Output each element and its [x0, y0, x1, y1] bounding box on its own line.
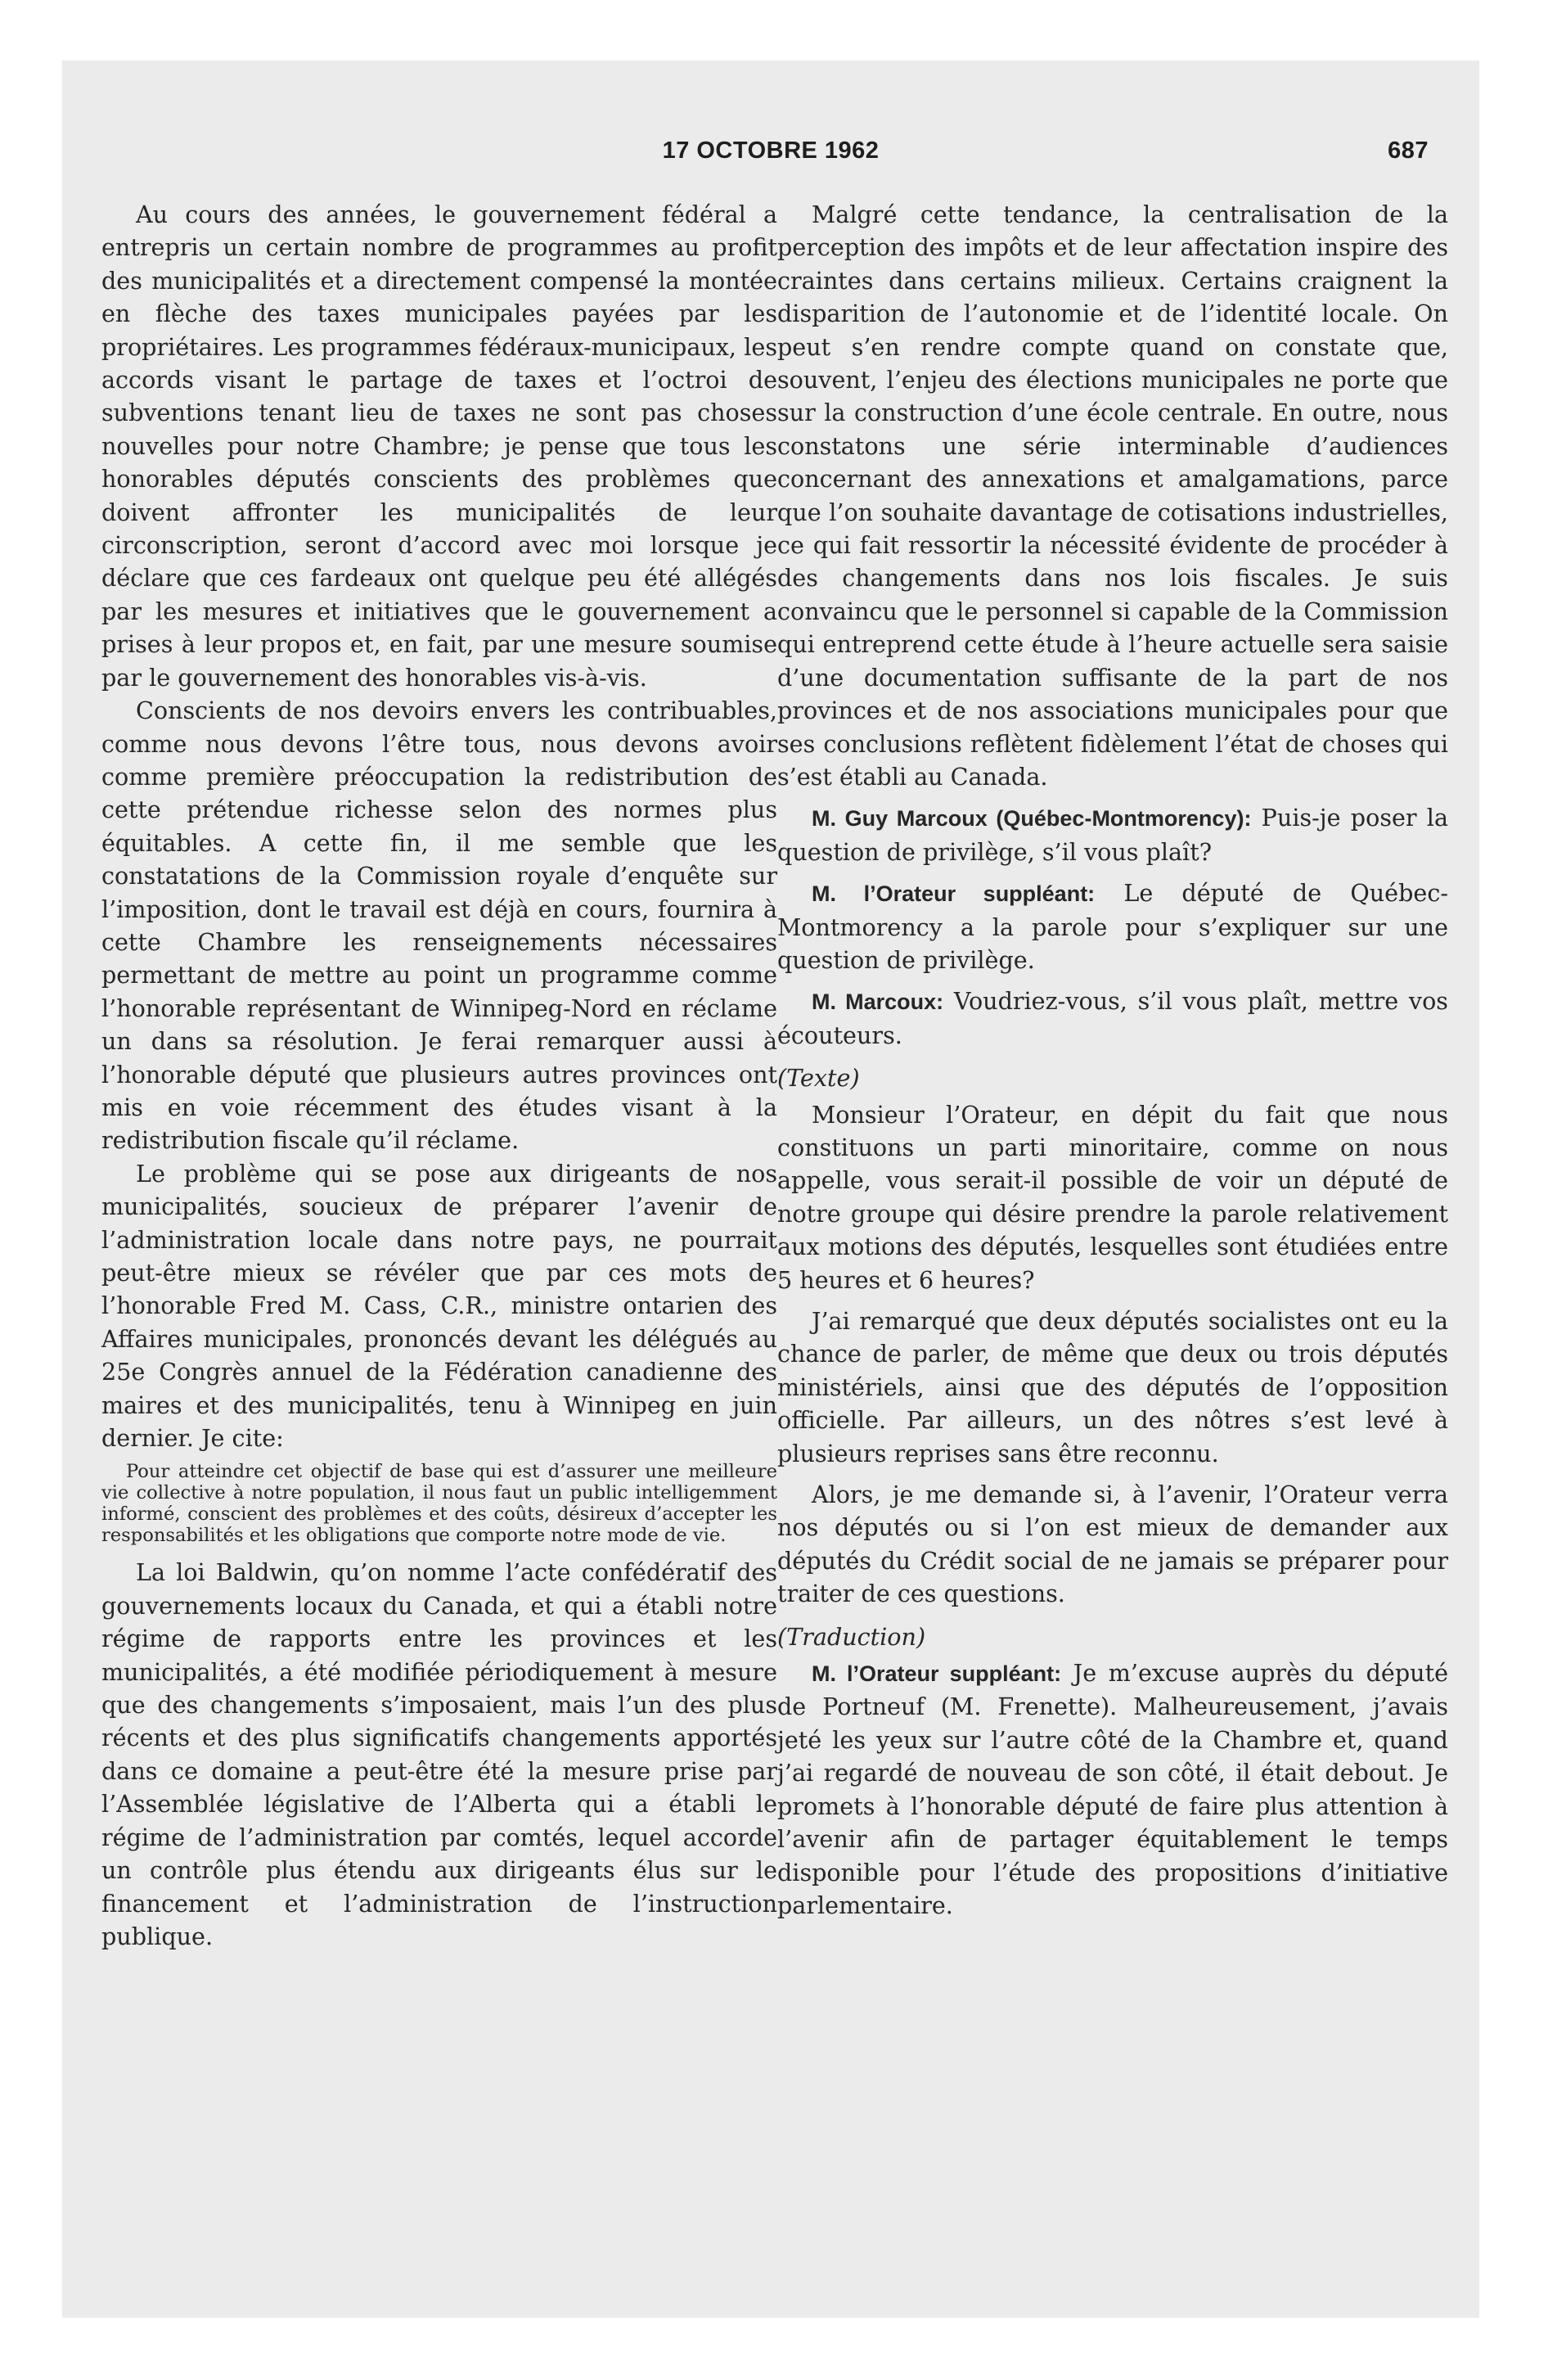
block-quote: Pour atteindre cet objectif de base qui est d’assurer une meilleure vie collective à notre population, il nous faut un public intelligemment informé, conscient des problèmes et des coûts, désireux d’accepter les responsabilités et les obligations que comporte notre mode de vie. — [101, 1461, 777, 1547]
paragraph: Au cours des années, le gouvernement fédéral a entrepris un certain nombre de programmes au profit des municipalités et a directement compensé la montée en flèche des taxes municipales payées par les propriétaires. Les programmes fédéraux-municipaux, les accords visant le partage de taxes et l’octroi de subventions tenant lieu de taxes ne sont pas choses nouvelles pour notre Chambre; je pense que tous les honorables députés conscients des problèmes que doivent affronter les municipalités de leur circonscription, seront d’accord avec moi lorsque je déclare que ces fardeaux ont quelque peu été allégés par les mesures et initiatives que le gouvernement a prises à leur propos et, en fait, par une mesure soumise par le gouvernement des honorables vis-à-vis. — [101, 201, 777, 692]
header-date: 17 OCTOBRE 1962 — [662, 137, 880, 164]
speech-text: Le député de Québec-Montmorency a la parole pour s’expliquer sur une question de privilège. — [777, 879, 1448, 974]
speech-text: Voudriez-vous, s’il vous plaît, mettre vos écouteurs. — [777, 987, 1448, 1049]
paragraph: Alors, je me demande si, à l’avenir, l’Orateur verra nos députés ou si l’on est mieux de demander aux députés du Crédit social de ne jamais se préparer pour traiter de ces questions. — [777, 1481, 1448, 1608]
paragraph: La loi Baldwin, qu’on nomme l’acte confédératif des gouvernements locaux du Canada, et qui a établi notre régime de rapports entre les provinces et les municipalités, a été modifiée périodiquement à mesure que des changements s’imposaient, mais l’un des plus récents et des plus significatifs changements apportés dans ce domaine a peut-être été la mesure prise par l’Assemblée législative de l’Alberta qui a établi le régime de l’administration par comtés, lequel accorde un contrôle plus étendu aux dirigeants élus sur le financement et l’administration de l’instruction publique. — [101, 1558, 777, 1950]
speech — [777, 801, 1448, 868]
section-label: (Texte) — [777, 1064, 860, 1093]
speaker-name: M. l’Orateur suppléant: — [812, 1661, 1062, 1687]
paragraph: Malgré cette tendance, la centralisation de la perception des impôts et de leur affectation inspire des craintes dans certains milieux. Certains craignent la disparition de l’autonomie et de l’identité locale. On peut s’en rendre compte quand on constate que, souvent, l’enjeu des élections municipales ne porte que sur la construction d’une école centrale. En outre, nous constatons une série interminable d’audiences concernant des annexations et amalgamations, parce que l’on souhaite davantage de cotisations industrielles, ce qui fait ressortir la nécessité évidente de procéder à des changements dans nos lois fiscales. Je suis convaincu que le personnel si capable de la Commission qui entreprend cette étude à l’heure actuelle sera saisie d’une documentation suffisante de la part de nos provinces et de nos associations municipales pour que ses conclusions reflètent fidèlement l’état de choses qui s’est établi au Canada. — [777, 201, 1448, 791]
page-header — [62, 137, 1479, 177]
document-page — [62, 61, 1479, 2318]
page-number: 687 — [1388, 137, 1429, 164]
speech — [777, 877, 1448, 976]
right-column — [777, 198, 1448, 1922]
left-column — [101, 198, 777, 1953]
speech — [777, 1657, 1448, 1922]
speech — [777, 985, 1448, 1052]
paragraph: J’ai remarqué que deux députés socialistes ont eu la chance de parler, de même que deux ou trois députés ministériels, ainsi que des députés de l’opposition officielle. Par ailleurs, un des nôtres s’est levé à plusieurs reprises sans être reconnu. — [777, 1307, 1448, 1467]
paragraph: Monsieur l’Orateur, en dépit du fait que nous constituons un parti minoritaire, comme on nous appelle, vous serait-il possible de voir un député de notre groupe qui désire prendre la parole relativement aux motions des députés, lesquelles sont étudiées entre 5 heures et 6 heures? — [777, 1100, 1448, 1294]
paragraph: Conscients de nos devoirs envers les contribuables, comme nous devons l’être tous, nous devons avoir comme première préoccupation la redistribution de cette prétendue richesse selon des normes plus équitables. A cette fin, il me semble que les constatations de la Commission royale d’enquête sur l’imposition, dont le travail est déjà en cours, fournira à cette Chambre les renseignements nécessaires permettant de mettre au point un programme comme l’honorable représentant de Winnipeg-Nord en réclame un dans sa résolution. Je ferai remarquer aussi à l’honorable député que plusieurs autres provinces ont mis en voie récemment des études visant à la redistribution fiscale qu’il réclame. — [101, 696, 777, 1155]
speaker-name: M. Guy Marcoux (Québec-Montmorency): — [812, 806, 1252, 832]
paragraph: Le problème qui se pose aux dirigeants de nos municipalités, soucieux de préparer l’avenir de l’administration locale dans notre pays, ne pourrait peut-être mieux se révéler que par ces mots de l’honorable Fred M. Cass, C.R., ministre ontarien des Affaires municipales, prononcés devant les délégués au 25e Congrès annuel de la Fédération canadienne des maires et des municipalités, tenu à Winnipeg en juin dernier. Je cite: — [101, 1159, 777, 1453]
section-label: (Traduction) — [777, 1622, 926, 1651]
speech-text: Puis-je poser la question de privilège, s’il vous plaît? — [777, 804, 1449, 866]
speaker-name: M. Marcoux: — [812, 989, 944, 1015]
speech-text: Je m’excuse auprès du député de Portneuf (M. Frenette). Malheureusement, j’avais jeté les yeux sur l’autre côté de la Chambre et, quand j’ai regardé de nouveau de son côté, il était debout. Je promets à l’honorable député de faire plus attention à l’avenir afin de partager équitablement le temps disponible pour l’étude des propositions d’initiative parlementaire. — [777, 1659, 1448, 1919]
speaker-name: M. l’Orateur suppléant: — [812, 881, 1096, 907]
